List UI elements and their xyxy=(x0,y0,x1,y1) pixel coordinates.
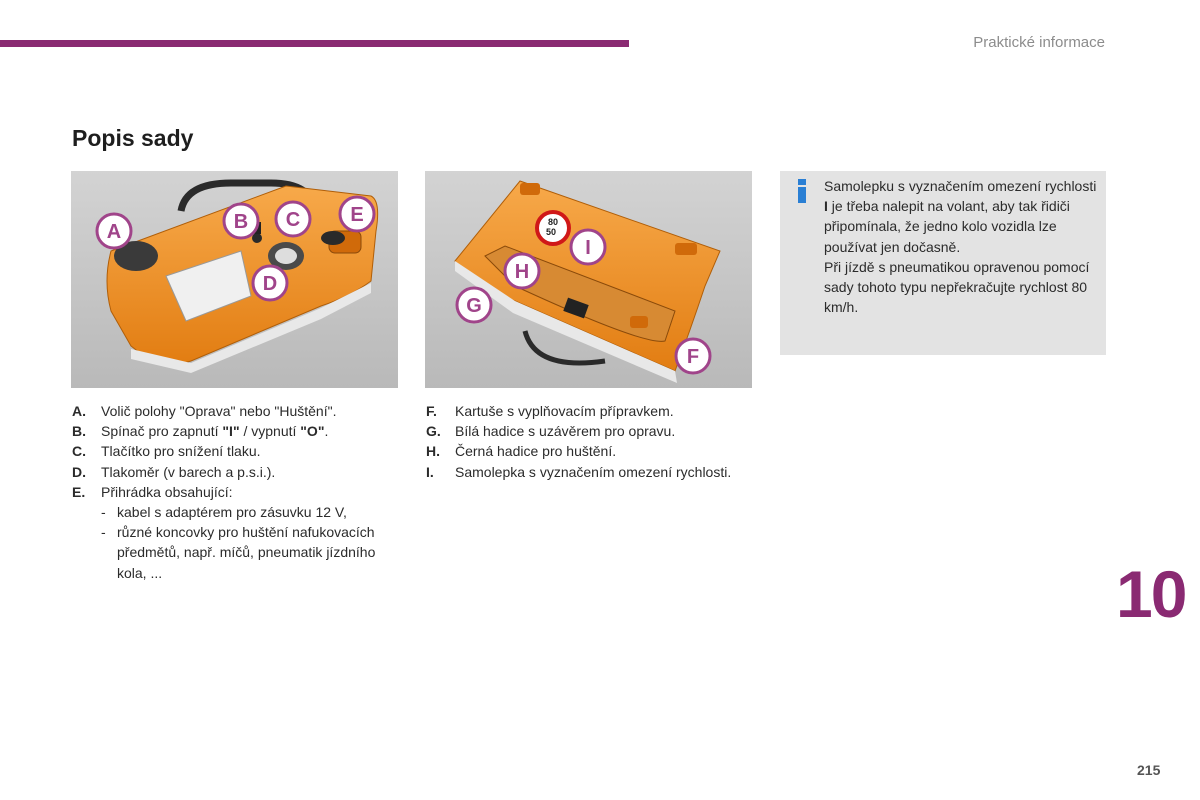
svg-text:F: F xyxy=(686,346,700,368)
compartment-opening xyxy=(321,231,345,245)
info-paragraph-sticker: Samolepku s vyznačením omezení rychlosti I je třeba nalepit na volant, aby tak řidiči připomínala, že jedno kolo vozidla lze používat jen dočasně. xyxy=(824,178,1097,255)
kit-figure-underside xyxy=(425,171,752,388)
header-accent-bar xyxy=(0,40,629,47)
legend-item-c: C. Tlačítko pro snížení tlaku. xyxy=(72,443,261,460)
svg-text:80: 80 xyxy=(547,217,559,227)
chapter-number: 10 xyxy=(1116,557,1186,631)
svg-text:G: G xyxy=(466,295,482,317)
label-bubble-h xyxy=(505,254,539,288)
kit-front-illustration xyxy=(71,171,398,388)
legend-item-d: D. Tlakoměr (v barech a p.s.i.). xyxy=(72,463,276,480)
info-text xyxy=(824,176,1102,317)
page-heading: Popis sady xyxy=(72,125,194,151)
label-bubble-d xyxy=(253,266,287,300)
legend-list-underside xyxy=(426,401,746,482)
legend-subitem-adapters: - různé koncovky pro huštění nafukovacích předmětů, např. míčů, pneumatik jízdního kola, ... xyxy=(101,524,376,581)
svg-text:I: I xyxy=(585,237,591,259)
legend-item-a: A. Volič polohy "Oprava" nebo "Huštění". xyxy=(72,403,337,419)
legend-item-e: E. Přihrádka obsahující: xyxy=(72,483,233,500)
legend-item-i: I. Samolepka s vyznačením omezení rychlosti. xyxy=(426,463,732,480)
label-bubble-e xyxy=(340,197,374,231)
rubber-foot xyxy=(630,316,648,328)
label-bubble-a xyxy=(97,214,131,248)
label-bubble-i xyxy=(571,230,605,264)
page-number: 215 xyxy=(1137,762,1161,778)
label-bubble-g xyxy=(457,288,491,322)
svg-text:C: C xyxy=(285,209,301,231)
svg-text:H: H xyxy=(514,261,530,283)
info-paragraph-speed: Při jízdě s pneumatikou opravenou pomocí sady tohoto typu nepřekračujte rychlost 80 km/h. xyxy=(824,258,1090,316)
rubber-foot xyxy=(675,243,697,255)
speed-sticker xyxy=(537,212,569,244)
svg-text:D: D xyxy=(262,273,278,295)
rubber-foot xyxy=(520,183,540,195)
legend-item-h: H. Černá hadice pro huštění. xyxy=(426,443,617,460)
legend-item-g: G. Bílá hadice s uzávěrem pro opravu. xyxy=(426,423,676,440)
kit-underside-illustration xyxy=(425,171,752,388)
gauge-face xyxy=(275,248,297,264)
svg-text:B: B xyxy=(233,211,249,233)
section-title: Praktické informace xyxy=(973,34,1105,51)
svg-text:50: 50 xyxy=(545,227,557,237)
label-bubble-c xyxy=(276,202,310,236)
label-bubble-f xyxy=(676,339,710,373)
legend-item-b: B. Spínač pro zapnutí "I" / vypnutí "O". xyxy=(72,423,329,440)
svg-text:A: A xyxy=(106,221,122,243)
label-bubble-b xyxy=(224,204,258,238)
legend-list-front xyxy=(72,401,402,583)
legend-item-f: F. Kartuše s vyplňovacím přípravkem. xyxy=(426,403,674,419)
info-icon xyxy=(795,176,809,206)
legend-subitem-cable: - kabel s adaptérem pro zásuvku 12 V, xyxy=(101,504,347,521)
kit-figure-front xyxy=(71,171,398,388)
svg-text:E: E xyxy=(350,204,364,226)
